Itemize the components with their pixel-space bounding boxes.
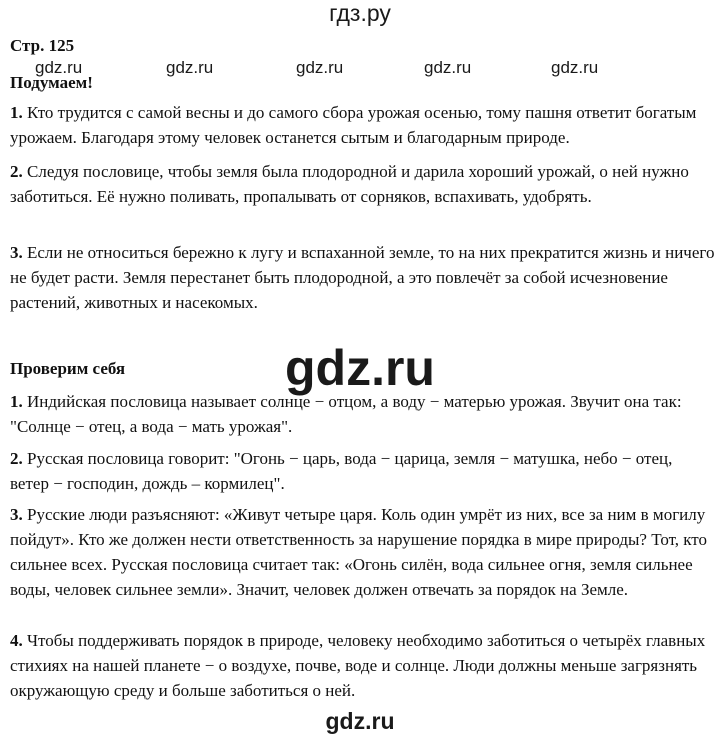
answer-number: 2. xyxy=(10,162,23,181)
answer-paragraph xyxy=(10,502,715,602)
site-header-logo[interactable]: гдз.ру xyxy=(329,0,391,26)
watermark: gdz.ru xyxy=(166,58,214,77)
answer-number: 4. xyxy=(10,631,23,650)
answer-text: Индийская пословица называет солнце − отцом, а воду − матерью урожая. Звучит она так: "Солнце − отец, а вода − мать урожая". xyxy=(10,392,682,436)
watermark-large: gdz.ru xyxy=(285,340,435,396)
answer-text: Русские люди разъясняют: «Живут четыре царя. Коль один умрёт из них, все за ним в могилу пойдут». Кто же должен нести ответственность за нарушение порядка в мире природы? Тот, кто сильнее всех. Русская пословица считает так: «Огонь силён, вода сильнее огня, земля сильнее воды, человек сильнее земли». Значит, человек должен отвечать за порядок на Земле. xyxy=(10,505,707,599)
answer-text: Чтобы поддерживать порядок в природе, человеку необходимо заботиться о четырёх главных стихиях на нашей планете − о воздухе, почве, воде и солнце. Люди должны меньше загрязнять окружающую среду и больше заботиться о ней. xyxy=(10,631,706,700)
page-label: Стр. 125 xyxy=(10,36,75,55)
answer-number: 3. xyxy=(10,243,23,262)
footer-watermark: gdz.ru xyxy=(325,708,395,734)
watermark: gdz.ru xyxy=(551,58,599,77)
section-title-check: Проверим себя xyxy=(10,359,126,378)
answer-text: Если не относиться бережно к лугу и вспаханной земле, то на них прекратится жизнь и ничего не будет расти. Земля перестанет быть плодородной, а это повлечёт за собой исчезновение растений, животных и насекомых. xyxy=(10,243,715,312)
watermark: gdz.ru xyxy=(35,58,83,77)
section-title-think: Подумаем! xyxy=(10,73,93,92)
watermark: gdz.ru xyxy=(296,58,344,77)
answer-text: Кто трудится с самой весны и до самого сбора урожая осенью, тому пашня ответит богатым урожаем. Благодаря этому человек останется сытым и благодарным природе. xyxy=(10,103,697,147)
answer-text: Следуя пословице, чтобы земля была плодородной и дарила хороший урожай, о ней нужно заботиться. Её нужно поливать, пропалывать от сорняков, вспахивать, удобрять. xyxy=(10,162,689,206)
answer-number: 2. xyxy=(10,449,23,468)
watermark-row xyxy=(0,58,720,78)
answer-paragraph xyxy=(10,389,715,439)
answer-paragraph xyxy=(10,159,715,209)
answer-number: 3. xyxy=(10,505,23,524)
answer-number: 1. xyxy=(10,392,23,411)
watermark: gdz.ru xyxy=(424,58,472,77)
answer-number: 1. xyxy=(10,103,23,122)
answer-paragraph xyxy=(10,628,715,703)
answer-paragraph xyxy=(10,240,715,315)
answer-paragraph xyxy=(10,446,715,496)
answer-paragraph xyxy=(10,100,715,150)
answer-text: Русская пословица говорит: "Огонь − царь, вода − царица, земля − матушка, небо − отец, ветер − господин, дождь – кормилец". xyxy=(10,449,673,493)
